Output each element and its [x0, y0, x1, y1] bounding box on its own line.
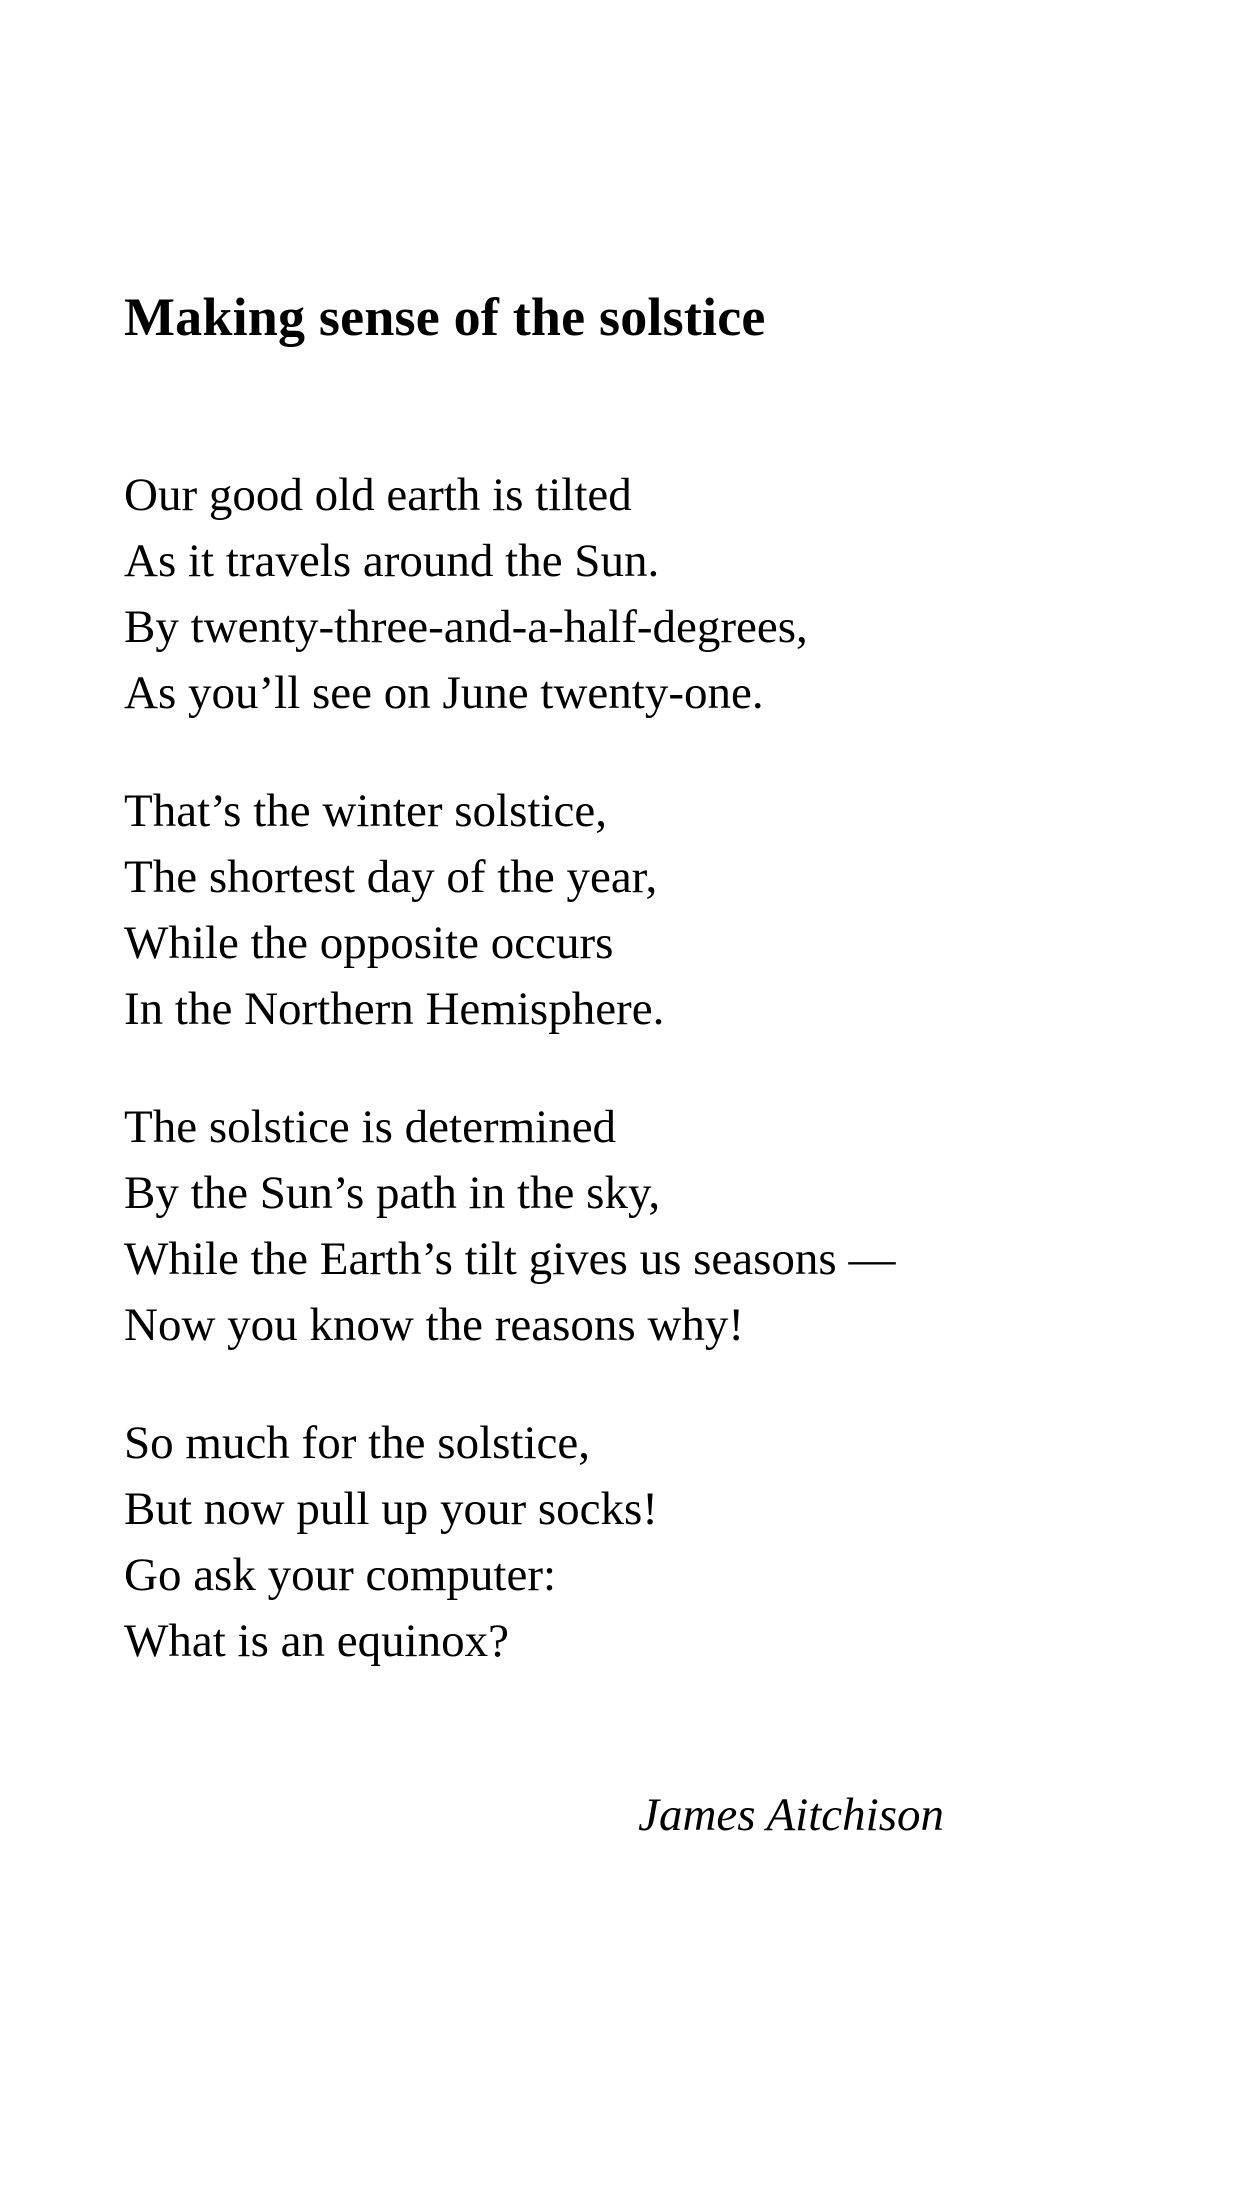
poem-line: As you’ll see on June twenty-one. [124, 667, 764, 719]
poem-line: The shortest day of the year, [124, 851, 658, 903]
poem-line: Our good old earth is tilted [124, 469, 632, 521]
poem-line: In the Northern Hemisphere. [124, 983, 665, 1035]
poem-line: By the Sun’s path in the sky, [124, 1167, 661, 1219]
poem-body [124, 462, 1124, 1674]
poem-line: So much for the solstice, [124, 1417, 591, 1469]
poem-line: By twenty-three-and-a-half-degrees, [124, 601, 808, 653]
poem-line: What is an equinox? [124, 1615, 510, 1667]
stanza [124, 462, 1124, 726]
poem-line: But now pull up your socks! [124, 1483, 658, 1535]
stanza [124, 778, 1124, 1042]
page-title: Making sense of the solstice [124, 287, 766, 348]
poem-line: As it travels around the Sun. [124, 535, 660, 587]
poem-line: Go ask your computer: [124, 1549, 557, 1601]
stanza [124, 1094, 1124, 1358]
poem-line: While the Earth’s tilt gives us seasons — [124, 1233, 896, 1285]
stanza [124, 1410, 1124, 1674]
poem-line: That’s the winter solstice, [124, 785, 607, 837]
author-attribution: James Aitchison [638, 1789, 944, 1841]
poem-line: The solstice is determined [124, 1101, 617, 1153]
poem-line: Now you know the reasons why! [124, 1299, 745, 1351]
poem-line: While the opposite occurs [124, 917, 614, 969]
